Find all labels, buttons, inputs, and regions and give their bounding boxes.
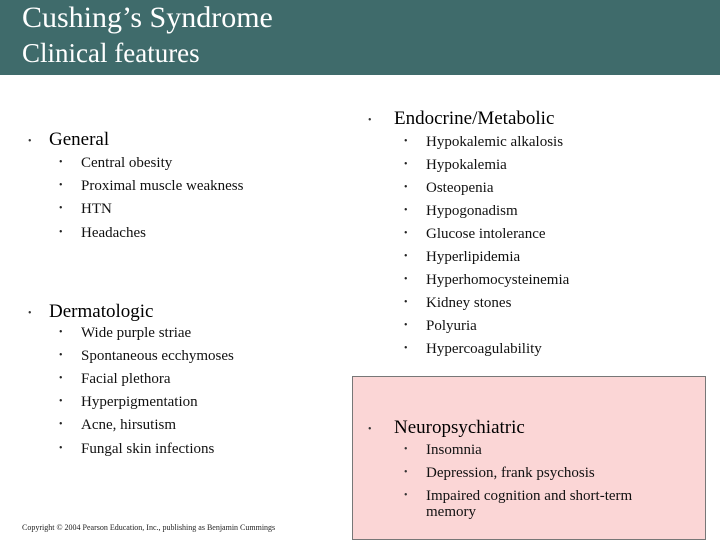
list-item: Hyperlipidemia — [426, 249, 521, 265]
bullet-icon: • — [59, 180, 63, 191]
list-item: Glucose intolerance — [426, 226, 546, 242]
list-item: Wide purple striae — [81, 325, 192, 341]
bullet-icon: • — [28, 308, 32, 319]
list-item: Insomnia — [426, 442, 482, 458]
list-item: Hypercoagulability — [426, 341, 542, 357]
bullet-icon: • — [404, 228, 408, 239]
list-item: Central obesity — [81, 155, 173, 171]
bullet-icon: • — [59, 203, 63, 214]
bullet-icon: • — [28, 136, 32, 147]
list-item: Kidney stones — [426, 295, 512, 311]
bullet-icon: • — [404, 205, 408, 216]
bullet-icon: • — [59, 443, 63, 454]
list-item: Fungal skin infections — [81, 441, 215, 457]
list-item: Headaches — [81, 225, 146, 241]
bullet-icon: • — [368, 115, 372, 126]
list-item: Hyperpigmentation — [81, 394, 198, 410]
general-heading: General — [49, 129, 110, 150]
copyright-notice: Copyright © 2004 Pearson Education, Inc., publishing as Benjamin Cummings — [22, 523, 276, 532]
bullet-icon: • — [368, 424, 372, 435]
list-item: Hypogonadism — [426, 203, 518, 219]
list-item: Osteopenia — [426, 180, 494, 196]
list-item-continuation: memory — [426, 504, 476, 520]
bullet-icon: • — [404, 159, 408, 170]
bullet-icon: • — [59, 396, 63, 407]
slide-subtitle: Clinical features — [22, 38, 200, 68]
endocrine-heading: Endocrine/Metabolic — [394, 108, 555, 129]
bullet-icon: • — [404, 490, 408, 501]
bullet-icon: • — [404, 182, 408, 193]
slide-title: Cushing’s Syndrome — [22, 1, 273, 34]
bullet-icon: • — [404, 251, 408, 262]
bullet-icon: • — [404, 274, 408, 285]
bullet-icon: • — [59, 373, 63, 384]
list-item: Hypokalemia — [426, 157, 507, 173]
list-item: Impaired cognition and short-term — [426, 488, 633, 504]
bullet-icon: • — [59, 350, 63, 361]
list-item: Depression, frank psychosis — [426, 465, 595, 481]
bullet-icon: • — [59, 419, 63, 430]
bullet-icon: • — [404, 444, 408, 455]
bullet-icon: • — [404, 467, 408, 478]
neuro-heading: Neuropsychiatric — [394, 417, 525, 438]
bullet-icon: • — [404, 343, 408, 354]
bullet-icon: • — [59, 157, 63, 168]
list-item: Proximal muscle weakness — [81, 178, 244, 194]
list-item: Acne, hirsutism — [81, 417, 176, 433]
list-item: HTN — [81, 201, 112, 217]
bullet-icon: • — [404, 320, 408, 331]
bullet-icon: • — [59, 327, 63, 338]
bullet-icon: • — [404, 136, 408, 147]
list-item: Spontaneous ecchymoses — [81, 348, 234, 364]
list-item: Hyperhomocysteinemia — [426, 272, 570, 288]
list-item: Facial plethora — [81, 371, 171, 387]
title-bar — [0, 0, 720, 75]
bullet-icon: • — [404, 297, 408, 308]
list-item: Hypokalemic alkalosis — [426, 134, 564, 150]
bullet-icon: • — [59, 227, 63, 238]
list-item: Polyuria — [426, 318, 477, 334]
dermatologic-heading: Dermatologic — [49, 301, 154, 322]
